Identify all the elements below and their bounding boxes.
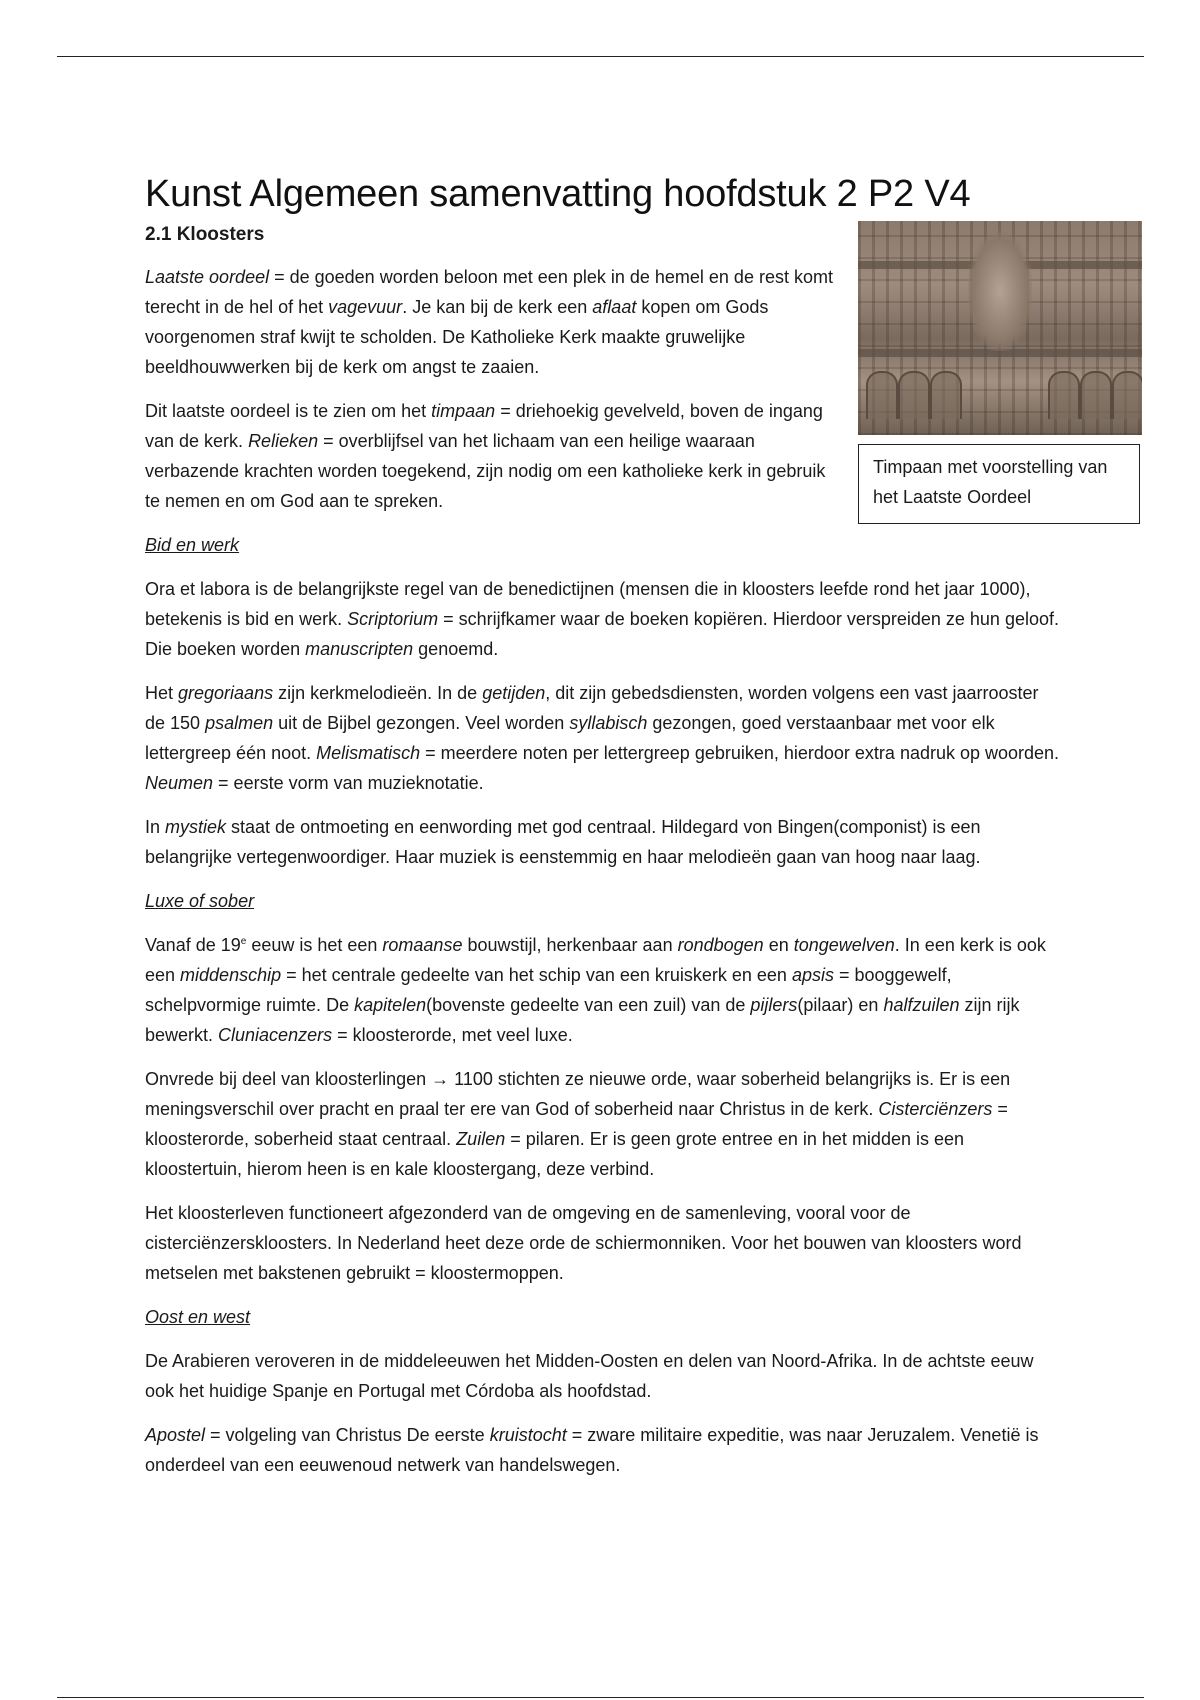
text: = pilaren. Er is geen grote entree en in het midden is een kloostertuin, hierom heen is en kale kloostergang, deze verbind. bbox=[145, 1129, 965, 1179]
text: = schrijfkamer waar de boeken kopiëren. Hierdoor verspreiden ze hun geloof. Die boeken worden bbox=[145, 609, 1059, 659]
term: tongewelven bbox=[793, 935, 895, 955]
term: apsis bbox=[791, 965, 834, 985]
image-arch bbox=[1112, 371, 1142, 419]
term: romaanse bbox=[382, 935, 463, 955]
document-body bbox=[145, 220, 1060, 1494]
paragraph bbox=[145, 1064, 1060, 1184]
term: gregoriaans bbox=[178, 683, 274, 703]
term: aflaat bbox=[592, 297, 637, 317]
text: Vanaf de 19 bbox=[145, 935, 241, 955]
term: Cisterciënzers bbox=[878, 1099, 993, 1119]
term: Scriptorium bbox=[347, 609, 439, 629]
term: vagevuur bbox=[328, 297, 403, 317]
term: kruistocht bbox=[489, 1425, 567, 1445]
term: Laatste oordeel bbox=[145, 267, 270, 287]
text: gezongen, goed verstaanbaar met voor elk lettergreep één noot. bbox=[145, 713, 995, 763]
text: en bbox=[763, 935, 794, 955]
text: = overblijfsel van het lichaam van een heilige waaraan verbazende krachten worden toegekend, zijn nodig om een katholieke kerk in gebruik te nemen en om God aan te spreken. bbox=[145, 431, 826, 511]
paragraph bbox=[145, 812, 1060, 872]
term: mystiek bbox=[165, 817, 227, 837]
text: Ora et labora is de belangrijkste regel van de benedictijnen (mensen die in kloosters leefde rond het jaar 1000), betekenis is bid en werk. bbox=[145, 579, 1031, 629]
paragraph: De Arabieren veroveren in de middeleeuwen het Midden-Oosten en delen van Noord-Afrika. In de achtste eeuw ook het huidige Spanje en Portugal met Córdoba als hoofdstad. bbox=[145, 1351, 1034, 1401]
term: middenschip bbox=[180, 965, 282, 985]
text: kopen om Gods voorgenomen straf kwijt te scholden. De Katholieke Kerk maakte gruwelijke beeldhouwwerken bij de kerk om angst te zaaien. bbox=[145, 297, 769, 377]
text: bouwstijl, herkenbaar aan bbox=[462, 935, 678, 955]
text: (pilaar) en bbox=[797, 995, 884, 1015]
paragraph bbox=[145, 396, 840, 516]
text: (bovenste gedeelte van een zuil) van de bbox=[426, 995, 751, 1015]
paragraph bbox=[145, 574, 1060, 664]
text: = eerste vorm van muzieknotatie. bbox=[213, 773, 484, 793]
term: Neumen bbox=[145, 773, 214, 793]
text: = kloosterorde, soberheid staat centraal. bbox=[145, 1099, 1008, 1149]
subheading: Oost en west bbox=[145, 1307, 251, 1327]
term: pijlers bbox=[750, 995, 798, 1015]
text: . In een kerk is ook een bbox=[145, 935, 1046, 985]
term: timpaan bbox=[431, 401, 496, 421]
term: syllabisch bbox=[569, 713, 648, 733]
text: = kloosterorde, met veel luxe. bbox=[332, 1025, 573, 1045]
text: zijn kerkmelodieën. In de bbox=[273, 683, 483, 703]
text: = het centrale gedeelte van het schip van een kruiskerk en een bbox=[281, 965, 792, 985]
subheading: Bid en werk bbox=[145, 535, 240, 555]
text: Onvrede bij deel van kloosterlingen → 1100 stichten ze nieuwe orde, waar soberheid belangrijks is. Er is een meningsverschil over pracht en praal ter ere van God of soberheid naar Christus in de kerk. bbox=[145, 1069, 1011, 1119]
term: manuscripten bbox=[305, 639, 414, 659]
text: = driehoekig gevelveld, boven de ingang van de kerk. bbox=[145, 401, 823, 451]
text: uit de Bijbel gezongen. Veel worden bbox=[273, 713, 570, 733]
term: kapitelen bbox=[354, 995, 427, 1015]
footer-rule bbox=[57, 1697, 1144, 1698]
text: . Je kan bij de kerk een bbox=[402, 297, 593, 317]
text: staat de ontmoeting en eenwording met god centraal. Hildegard von Bingen(componist) is een belangrijke vertegenwoordiger. Haar muziek is eenstemmig en haar melodieën gaan van hoog naar laag. bbox=[145, 817, 981, 867]
text: Het bbox=[145, 683, 179, 703]
text: Dit laatste oordeel is te zien om het bbox=[145, 401, 432, 421]
image-arch bbox=[1080, 371, 1112, 419]
figure-caption: Timpaan met voorstelling van het Laatste Oordeel bbox=[858, 444, 1140, 524]
text: zijn rijk bewerkt. bbox=[145, 995, 1020, 1045]
term: Relieken bbox=[248, 431, 319, 451]
paragraph bbox=[145, 930, 1060, 1050]
text: = de goeden worden beloon met een plek in de hemel en de rest komt terecht in de hel of het bbox=[145, 267, 833, 317]
text: = volgeling van Christus De eerste bbox=[205, 1425, 490, 1445]
page-title: Kunst Algemeen samenvatting hoofdstuk 2 P2 V4 bbox=[145, 173, 971, 216]
term: halfzuilen bbox=[883, 995, 960, 1015]
text: In bbox=[145, 817, 166, 837]
term: rondbogen bbox=[677, 935, 764, 955]
header-rule bbox=[57, 56, 1144, 57]
text: genoemd. bbox=[413, 639, 499, 659]
term: getijden bbox=[482, 683, 546, 703]
subheading: Luxe of sober bbox=[145, 891, 255, 911]
term: psalmen bbox=[205, 713, 274, 733]
text: eeuw is het een bbox=[246, 935, 383, 955]
text: = meerdere noten per lettergreep gebruiken, hierdoor extra nadruk op woorden. bbox=[420, 743, 1060, 763]
paragraph bbox=[145, 1420, 1060, 1480]
superscript: e bbox=[240, 936, 247, 947]
term: Zuilen bbox=[456, 1129, 506, 1149]
term: Melismatisch bbox=[316, 743, 421, 763]
section-heading: 2.1 Kloosters bbox=[145, 224, 265, 245]
text: = zware militaire expeditie, was naar Jeruzalem. Venetië is onderdeel van een eeuwenoud netwerk van handelswegen. bbox=[145, 1425, 1039, 1475]
term: Cluniacenzers bbox=[218, 1025, 333, 1045]
text: = booggewelf, schelpvormige ruimte. De bbox=[145, 965, 952, 1015]
paragraph: Het kloosterleven functioneert afgezonderd van de omgeving en de samenleving, vooral voor de cisterciënzerskloosters. In Nederland heet deze orde de schiermonniken. Voor het bouwen van kloosters word metselen met bakstenen gebruikt = kloostermoppen. bbox=[145, 1203, 1022, 1283]
paragraph bbox=[145, 262, 840, 382]
paragraph bbox=[145, 678, 1060, 798]
term: Apostel bbox=[145, 1425, 206, 1445]
text: , dit zijn gebedsdiensten, worden volgens een vast jaarrooster de 150 bbox=[145, 683, 1039, 733]
